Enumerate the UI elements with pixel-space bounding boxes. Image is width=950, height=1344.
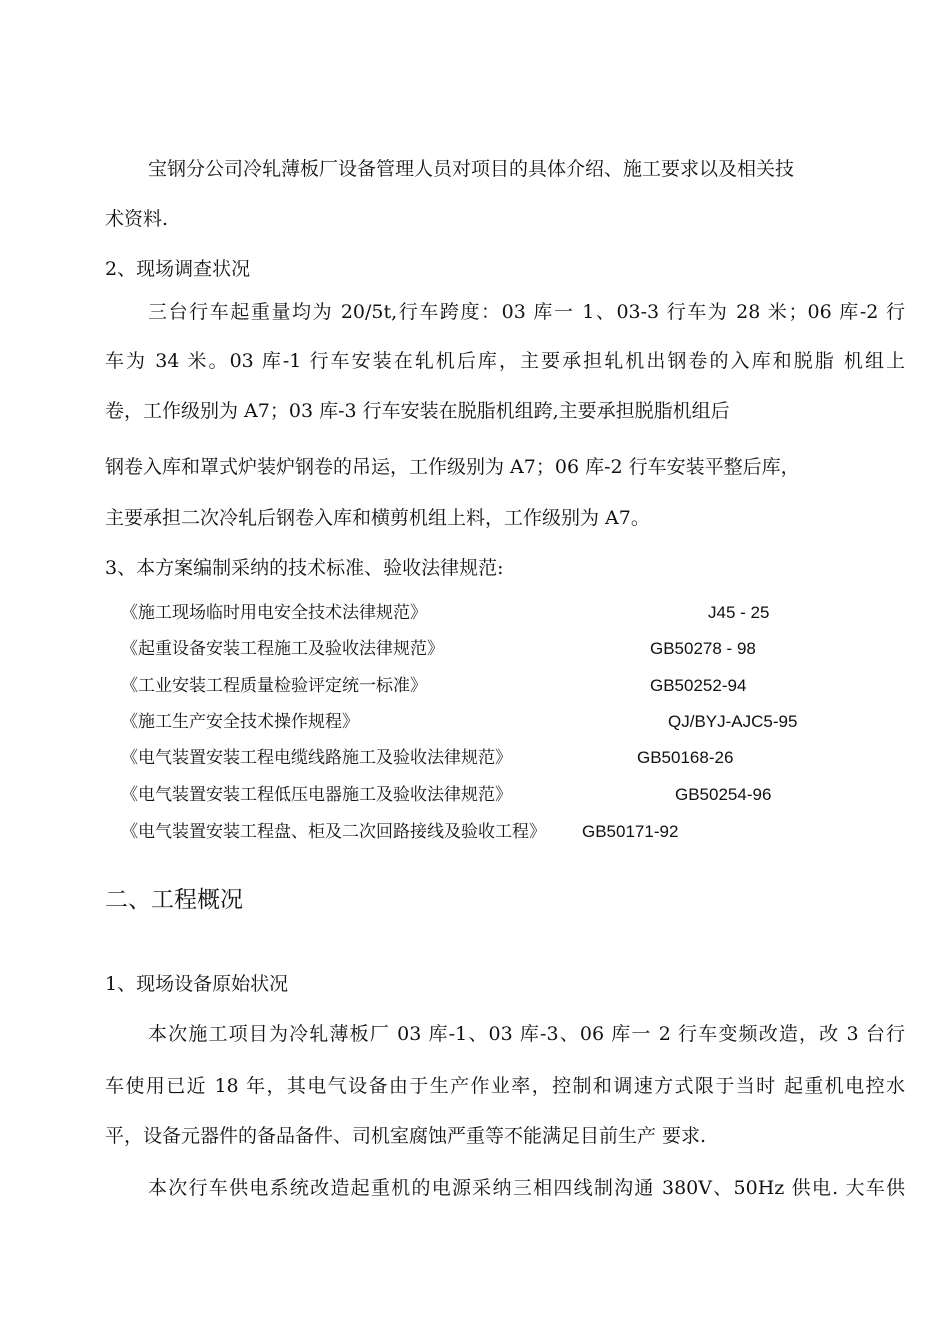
subsection-1-para1-line-3: 平，设备元器件的备品备件、司机室腐蚀严重等不能满足目前生产 要求. [105, 1125, 707, 1147]
standard-title: 《工业安装工程质量检验评定统一标准》 [121, 676, 427, 696]
chapter-heading: 二、工程概况 [105, 887, 243, 913]
standard-code: GB50254-96 [675, 785, 772, 804]
section-2-line-1: 三台行车起重量均为 20/5t,行车跨度：03 库一 1、03-3 行车为 28 米；06 库-2 行 [148, 301, 905, 323]
subsection-1-para2-line-1: 本次行车供电系统改造起重机的电源采纳三相四线制沟通 380V、50Hz 供电. 大车供 [148, 1177, 905, 1199]
standard-code: QJ/BYJ-AJC5-95 [668, 712, 798, 731]
section-2-heading: 2、现场调查状况 [105, 258, 251, 280]
section-2-line-4: 钢卷入库和罩式炉装炉钢卷的吊运，工作级别为 A7；06 库-2 行车安装平整后库， [105, 456, 800, 478]
standard-title: 《电气装置安装工程低压电器施工及验收法律规范》 [121, 785, 512, 805]
section-2-line-2: 车为 34 米。03 库-1 行车安装在轧机后库，主要承担轧机出钢卷的入库和脱脂 机组上 [105, 350, 905, 372]
standard-code: GB50171-92 [582, 822, 679, 841]
standard-code: J45 - 25 [708, 603, 770, 622]
standard-code: GB50252-94 [650, 676, 747, 695]
standard-code: GB50278 - 98 [650, 639, 756, 658]
subsection-1-para1-line-2: 车使用已近 18 年，其电气设备由于生产作业率，控制和调速方式限于当时 起重机电控水 [105, 1075, 905, 1097]
standard-title: 《电气装置安装工程盘、柜及二次回路接线及验收工程》 [121, 822, 546, 842]
standard-title: 《施工生产安全技术操作规程》 [121, 712, 359, 732]
intro-line-1: 宝钢分公司冷轧薄板厂设备管理人员对项目的具体介绍、施工要求以及相关技 [148, 158, 795, 180]
section-2-line-5: 主要承担二次冷轧后钢卷入库和横剪机组上料，工作级别为 A7。 [105, 507, 650, 529]
section-2-line-3: 卷，工作级别为 A7；03 库-3 行车安装在脱脂机组跨,主要承担脱脂机组后 [105, 400, 730, 422]
section-3-heading: 3、本方案编制采纳的技术标准、验收法律规范: [105, 557, 504, 579]
standard-code: GB50168-26 [637, 748, 734, 767]
intro-line-2: 术资料. [105, 208, 169, 230]
subsection-1-para1-line-1: 本次施工项目为冷轧薄板厂 03 库-1、03 库-3、06 库一 2 行车变频改造，改 3 台行 [148, 1023, 905, 1045]
standard-title: 《施工现场临时用电安全技术法律规范》 [121, 603, 427, 623]
standard-title: 《电气装置安装工程电缆线路施工及验收法律规范》 [121, 748, 512, 768]
standard-title: 《起重设备安装工程施工及验收法律规范》 [121, 639, 444, 659]
subsection-1-heading: 1、现场设备原始状况 [105, 973, 289, 995]
